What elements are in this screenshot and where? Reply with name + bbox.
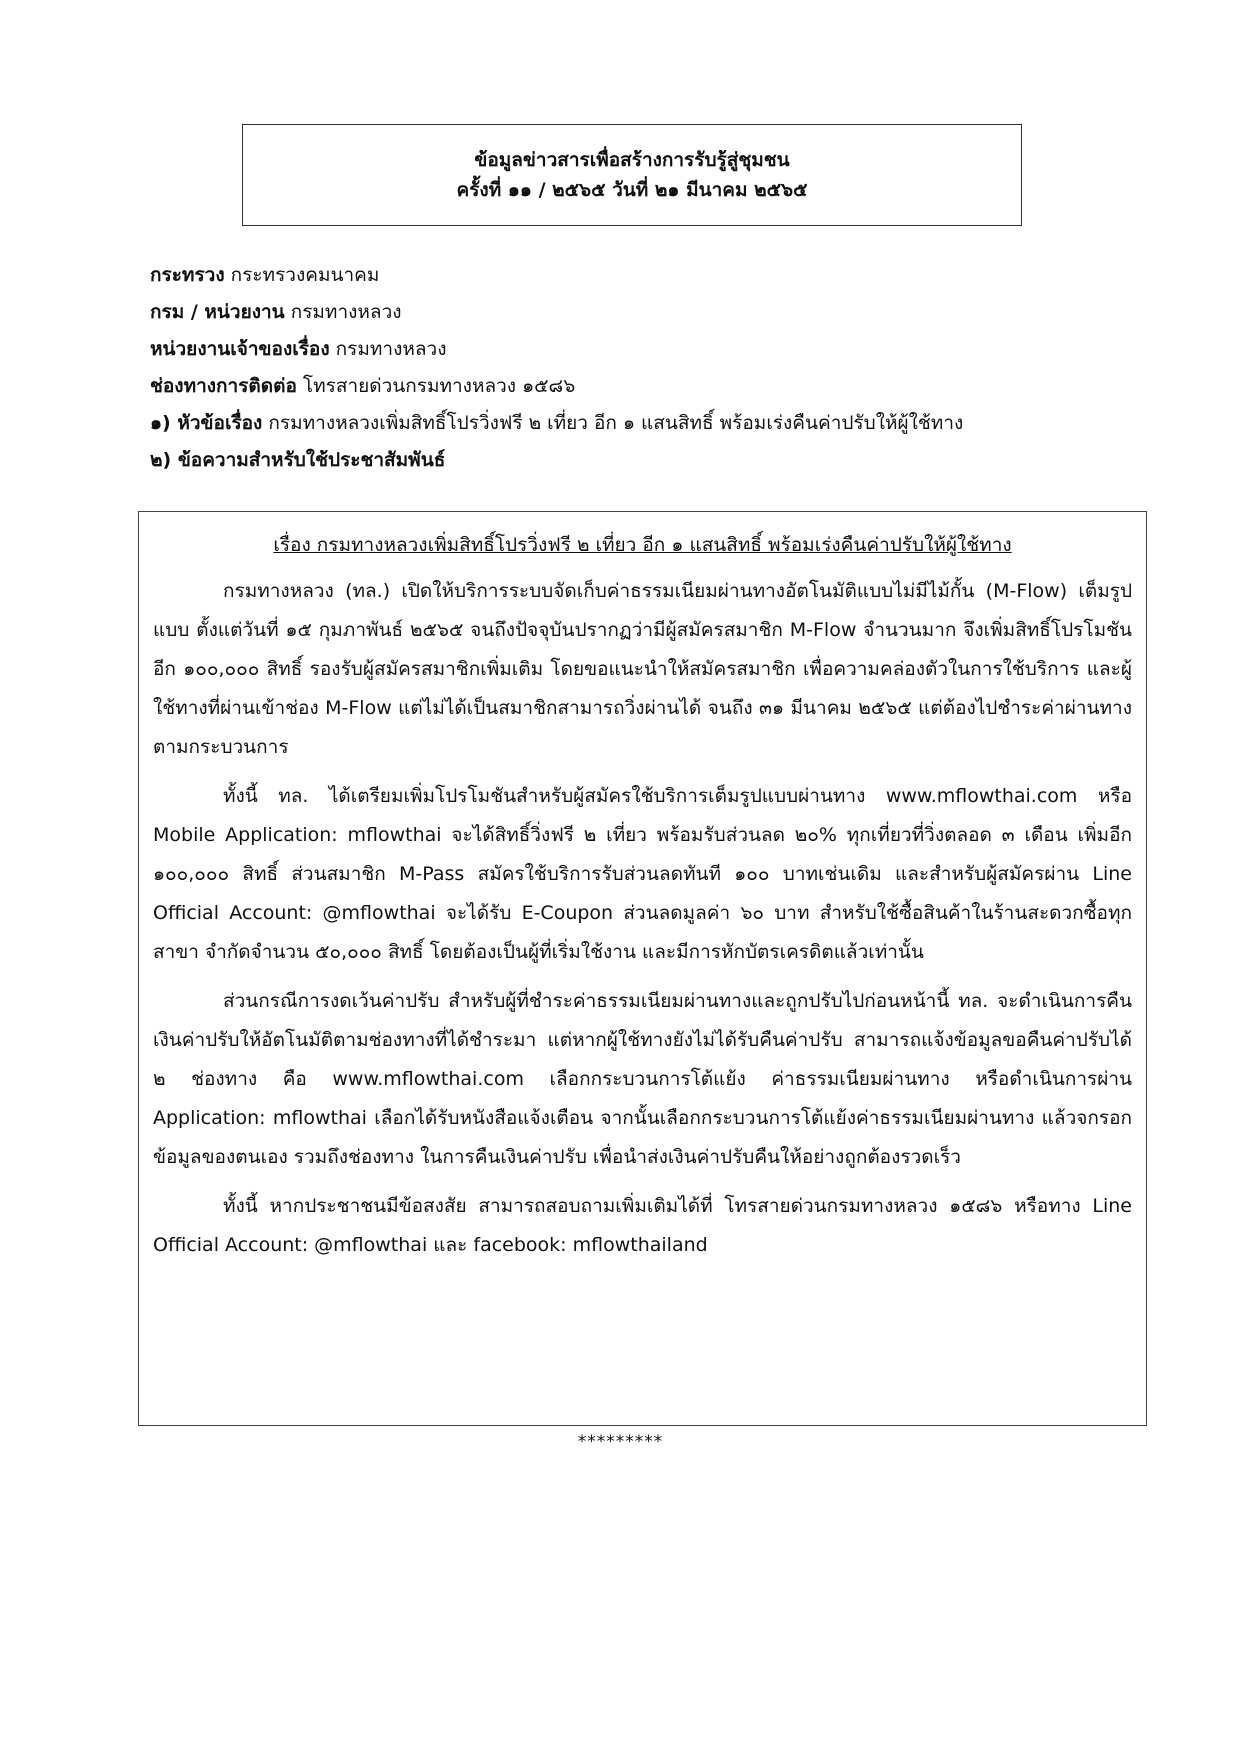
meta-ministry (150, 262, 1110, 288)
meta-department-value: กรมทางหลวง (290, 301, 402, 323)
meta-ministry-value: กระทรวงคมนาคม (230, 264, 380, 286)
meta-contact-label: ช่องทางการติดต่อ (150, 375, 297, 397)
meta-department-label: กรม / หน่วยงาน (150, 301, 285, 323)
document-meta (150, 262, 1110, 484)
document-issue-date: ครั้งที่ ๑๑ / ๒๕๖๕ วันที่ ๒๑ มีนาคม ๒๕๖๕ (456, 179, 808, 201)
meta-owner (150, 336, 1110, 362)
meta-contact-value: โทรสายด่วนกรมทางหลวง ๑๕๘๖ (302, 375, 576, 397)
meta-topic-label: ๑) หัวข้อเรื่อง (150, 412, 263, 434)
press-paragraph: ทั้งนี้ ทล. ได้เตรียมเพิ่มโปรโมชันสำหรับผู้สมัครใช้บริการเต็มรูปแบบผ่านทาง www.mflowthai.com หรือ Mobile Application: mflowthai จะได้สิทธิ์วิ่งฟรี ๒ เที่ยว พร้อมรับส่วนลด ๒๐% ทุกเที่ยวที่วิ่งตลอด ๓ เดือน เพิ่มอีก ๑๐๐,๐๐๐ สิทธิ์ ส่วนสมาชิก M-Pass สมัครใช้บริการรับส่วนลดทันที ๑๐๐ บาทเช่นเดิม และสำหรับผู้สมัครผ่าน Line Official Account: @mflowthai จะได้รับ E-Coupon ส่วนลดมูลค่า ๖๐ บาท สำหรับใช้ซื้อสินค้าในร้านสะดวกซื้อทุกสาขา จำกัดจำนวน ๕๐,๐๐๐ สิทธิ์ โดยต้องเป็นผู้ที่เริ่มใช้งาน และมีการหักบัตรเครดิตแล้วเท่านั้น (153, 785, 1132, 963)
meta-topic-value: กรมทางหลวงเพิ่มสิทธิ์โปรวิ่งฟรี ๒ เที่ยว อีก ๑ แสนสิทธิ์ พร้อมเร่งคืนค่าปรับให้ผู้ใช้ทาง (268, 412, 964, 434)
meta-topic (150, 410, 1110, 436)
press-release-box (138, 511, 1147, 1426)
meta-department (150, 299, 1110, 325)
meta-ministry-label: กระทรวง (150, 264, 225, 286)
meta-pr (150, 447, 1110, 473)
meta-pr-label: ๒) ข้อความสำหรับใช้ประชาสัมพันธ์ (150, 449, 446, 471)
press-paragraph: ส่วนกรณีการงดเว้นค่าปรับ สำหรับผู้ที่ชำระค่าธรรมเนียมผ่านทางและถูกปรับไปก่อนหน้านี้ ทล. จะดำเนินการคืนเงินค่าปรับให้อัตโนมัติตามช่องทางที่ได้ชำระมา แต่หากผู้ใช้ทางยังไม่ได้รับคืนค่าปรับ สามารถแจ้งข้อมูลขอคืนค่าปรับได้ ๒ ช่องทาง คือ www.mflowthai.com เลือกกระบวนการโต้แย้ง ค่าธรรมเนียมผ่านทาง หรือดำเนินการผ่าน Application: mflowthai เลือกได้รับหนังสือแจ้งเตือน จากนั้นเลือกกระบวนการโต้แย้งค่าธรรมเนียมผ่านทาง แล้วจกรอกข้อมูลของตนเอง รวมถึงช่องทาง ในการคืนเงินค่าปรับ เพื่อนำส่งเงินค่าปรับคืนให้อย่างถูกต้องรวดเร็ว (153, 990, 1132, 1168)
press-paragraph: กรมทางหลวง (ทล.) เปิดให้บริการระบบจัดเก็บค่าธรรมเนียมผ่านทางอัตโนมัติแบบไม่มีไม้กั้น (M-Flow) เต็มรูปแบบ ตั้งแต่วันที่ ๑๕ กุมภาพันธ์ ๒๕๖๕ จนถึงปัจจุบันปรากฏว่ามีผู้สมัครสมาชิก M-Flow จำนวนมาก จึงเพิ่มสิทธิ์โปรโมชันอีก ๑๐๐,๐๐๐ สิทธิ์ รองรับผู้สมัครสมาชิกเพิ่มเติม โดยขอแนะนำให้สมัครสมาชิก เพื่อความคล่องตัวในการใช้บริการ และผู้ใช้ทางที่ผ่านเข้าช่อง M-Flow แต่ไม่ได้เป็นสมาชิกสามารถวิ่งผ่านได้ จนถึง ๓๑ มีนาคม ๒๕๖๕ แต่ต้องไปชำระค่าผ่านทางตามกระบวนการ (153, 580, 1132, 758)
meta-owner-label: หน่วยงานเจ้าของเรื่อง (150, 338, 330, 360)
meta-contact (150, 373, 1110, 399)
document-title: ข้อมูลข่าวสารเพื่อสร้างการรับรู้สู่ชุมชน (474, 149, 790, 171)
meta-owner-value: กรมทางหลวง (335, 338, 447, 360)
press-paragraph: ทั้งนี้ หากประชาชนมีข้อสงสัย สามารถสอบถามเพิ่มเติมได้ที่ โทรสายด่วนกรมทางหลวง ๑๕๘๖ หรือทาง Line Official Account: @mflowthai และ facebook: mflowthailand (153, 1195, 1132, 1256)
end-marker: ********* (577, 1432, 664, 1452)
press-release-title: เรื่อง กรมทางหลวงเพิ่มสิทธิ์โปรวิ่งฟรี ๒ เที่ยว อีก ๑ แสนสิทธิ์ พร้อมเร่งคืนค่าปรับให้ผู้ใช้ทาง (273, 534, 1012, 556)
document-title-box (242, 124, 1022, 226)
